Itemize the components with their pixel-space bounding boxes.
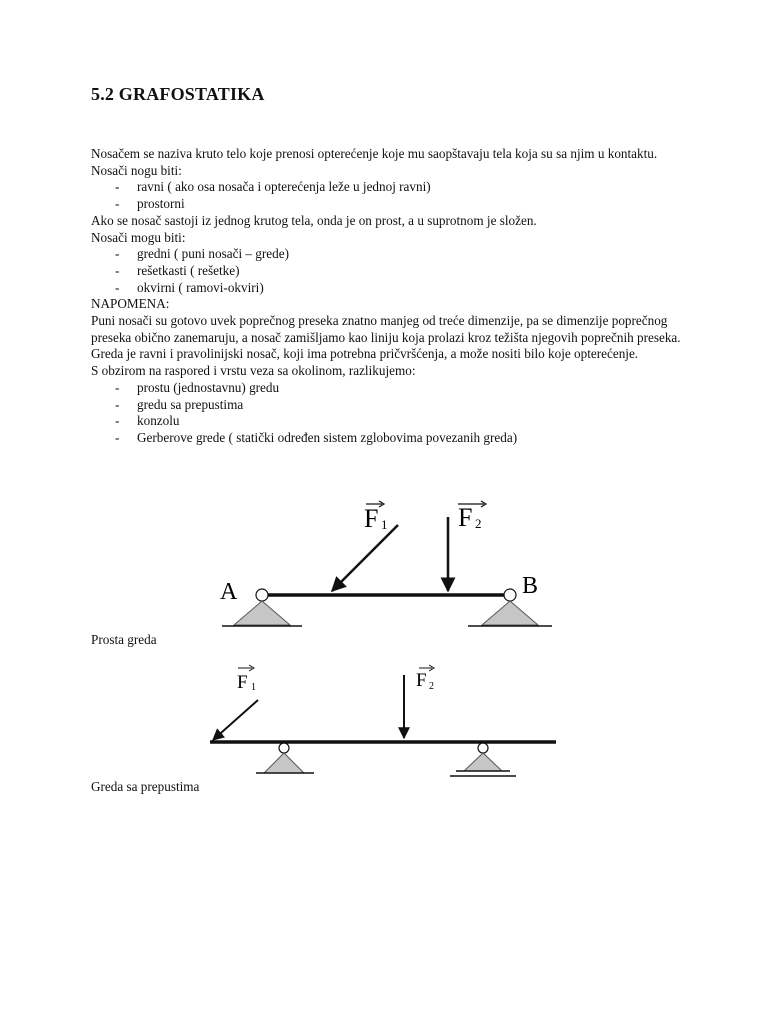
list-item: - gredu sa prepustima [91, 397, 681, 414]
section-title: 5.2 GRAFOSTATIKA [91, 84, 265, 104]
list-item: - prostu (jednostavnu) gredu [91, 380, 681, 397]
list-item: - okvirni ( ramovi-okviri) [91, 280, 681, 297]
force-f2-label [458, 501, 486, 532]
force-f1-label [237, 665, 256, 693]
list-item: - gredni ( puni nosači – grede) [91, 246, 681, 263]
svg-text:1: 1 [381, 517, 388, 532]
support-b-label: B [522, 573, 539, 599]
paragraph-note: Puni nosači su gotovo uvek poprečnog preseka znatno manjeg od treće dimenzije, pa se dimenzije poprečnog preseka obično zanemaruju, a nosač zamišljamo kao liniju koja prolazi kroz težišta njegovih poprečnih preseka. [91, 313, 681, 345]
figure-caption-simple-beam: Prosta greda [91, 632, 157, 647]
list-item: - rešetkasti ( rešetke) [91, 263, 681, 280]
svg-text:F: F [364, 504, 379, 533]
svg-text:F: F [458, 503, 473, 532]
paragraph-definition: Nosačem se naziva kruto telo koje prenosi opterećenje koje mu saopštavaju tela koja su sa njim u kontaktu. [91, 146, 658, 161]
note-heading: NAPOMENA: [91, 296, 170, 312]
svg-text:F: F [237, 672, 248, 693]
force-f2-label [416, 665, 434, 692]
figure-caption-overhang-beam: Greda sa prepustima [91, 779, 200, 794]
list-beam-kinds [91, 380, 681, 447]
simple-beam-figure [200, 495, 560, 630]
paragraph-intro-list2: Nosači mogu biti: [91, 229, 186, 245]
force-f1-arrow [332, 525, 398, 591]
paragraph-intro-list3: S obzirom na raspored i vrstu veza sa okolinom, razlikujemo: [91, 363, 416, 379]
svg-text:F: F [416, 670, 427, 691]
paragraph-simple-compound: Ako se nosač sastoji iz jednog krutog tela, onda je on prost, a u suprotnom je složen. [91, 212, 537, 228]
pinned-support-icon [256, 743, 314, 773]
paragraph-beam-definition: Greda je ravni i pravolinijski nosač, koji ima potrebna pričvršćenja, a može nositi bilo koje opterećenje. [91, 346, 639, 362]
svg-text:1: 1 [251, 682, 256, 693]
svg-text:2: 2 [475, 516, 482, 531]
overhang-beam-figure [200, 660, 565, 780]
body-text [91, 146, 681, 447]
force-f1-arrow [213, 700, 258, 740]
list-item: - ravni ( ako osa nosača i opterećenja leže u jednoj ravni) [91, 179, 681, 196]
force-f1-label [364, 501, 388, 533]
roller-support-icon [450, 743, 516, 776]
list-item: - Gerberove grede ( statički određen sistem zglobovima povezanih greda) [91, 430, 681, 447]
list-item: - konzolu [91, 413, 681, 430]
support-a-label: A [220, 579, 238, 605]
svg-text:2: 2 [429, 681, 434, 692]
list-beam-types [91, 246, 681, 296]
list-item: - prostorni [91, 196, 681, 213]
list-beam-planes [91, 179, 681, 212]
paragraph-intro-list1: Nosači nogu biti: [91, 162, 182, 178]
